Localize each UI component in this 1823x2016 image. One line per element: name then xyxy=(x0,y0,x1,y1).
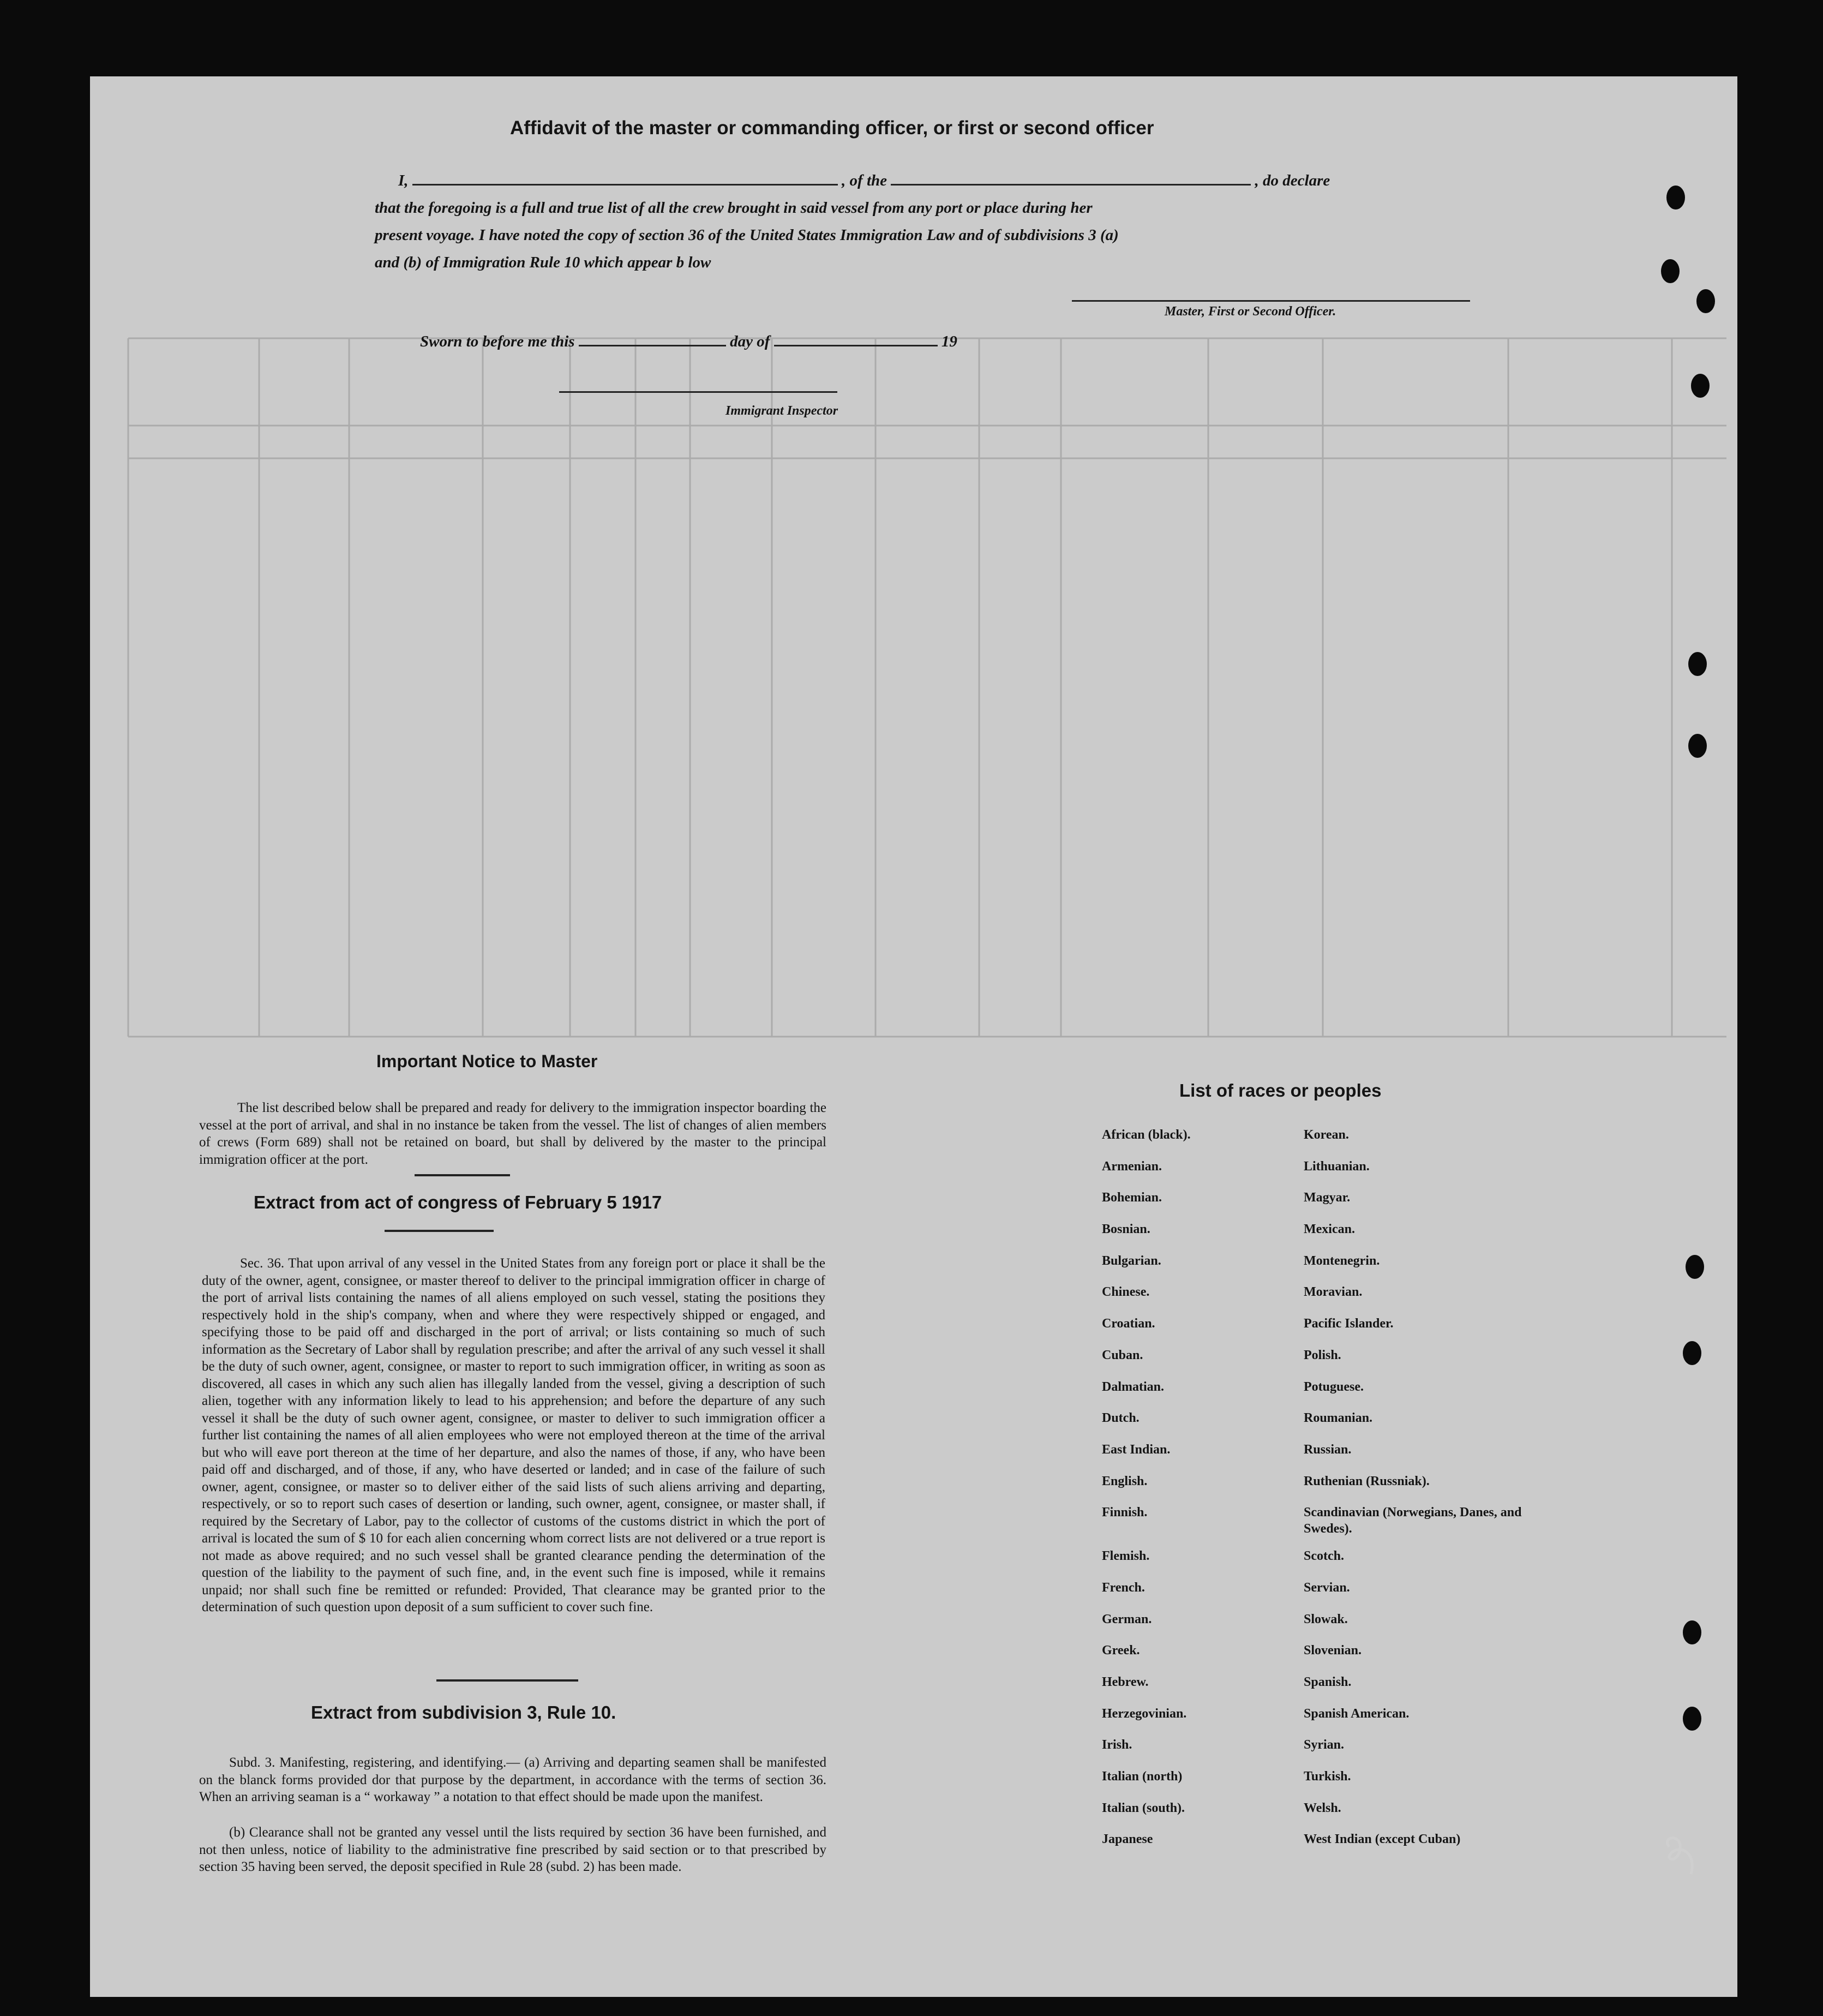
race-item: Servian. xyxy=(1304,1580,1350,1595)
binder-hole xyxy=(1688,734,1707,758)
race-item: Spanish. xyxy=(1304,1675,1352,1689)
extract-rule-title: Extract from subdivision 3, Rule 10. xyxy=(311,1702,616,1722)
race-item: African (black). xyxy=(1102,1128,1191,1142)
race-item: West Indian (except Cuban) xyxy=(1304,1832,1461,1847)
race-item: Roumanian. xyxy=(1304,1411,1373,1426)
race-item: Herzegovinian. xyxy=(1102,1706,1187,1721)
race-item: Slovenian. xyxy=(1304,1643,1362,1658)
race-item: Hebrew. xyxy=(1102,1675,1149,1689)
inspector-caption: Immigrant Inspector xyxy=(725,404,838,418)
race-item: Ruthenian (Russniak). xyxy=(1304,1474,1430,1488)
binder-hole xyxy=(1686,1255,1704,1279)
races-left-column xyxy=(1102,1127,1287,1863)
races-right-column xyxy=(1304,1127,1533,1863)
extract-rule-para-a: Subd. 3. Manifesting, registering, and identifying.— (a) Arriving and departing seamen shall be manifested on the blanck forms provided dor that purpose by the department, in accordance with the terms of section 36. When an arriving seaman is a “ workaway ” a notation to that effect should be made upon the manifest. xyxy=(199,1755,826,1804)
binder-hole xyxy=(1691,374,1710,398)
race-item: Pacific Islander. xyxy=(1304,1317,1394,1331)
race-item: English. xyxy=(1102,1474,1148,1488)
vessel-name-blank xyxy=(891,184,1251,186)
binder-hole xyxy=(1666,186,1685,210)
extract-rule-para-b: (b) Clearance shall not be granted any vessel until the lists required by section 36 have been furnished, and not then unless, notice of liability to the administrative fine prescribed by said section or to that prescribed by section 35 having been served, the deposit specified in Rule 28 (subd. 2) has been made. xyxy=(199,1825,826,1874)
race-item: Irish. xyxy=(1102,1738,1132,1752)
race-item: Russian. xyxy=(1304,1442,1352,1457)
affidavit-of-the-label: , of the xyxy=(842,172,887,189)
race-item: Chinese. xyxy=(1102,1285,1150,1300)
race-item: Magyar. xyxy=(1304,1191,1351,1205)
document-page xyxy=(90,76,1737,1997)
race-item: Montenegrin. xyxy=(1304,1253,1380,1268)
race-item: Bohemian. xyxy=(1102,1191,1162,1205)
race-item: Scandinavian (Norwegians, Danes, and Swedes). xyxy=(1304,1505,1522,1536)
race-item: Armenian. xyxy=(1102,1159,1162,1174)
race-item: Scotch. xyxy=(1304,1549,1344,1564)
race-item: Spanish American. xyxy=(1304,1706,1410,1721)
affidavit-line-2: that the foregoing is a full and true list of all the crew brought in said vessel from any port or place during her xyxy=(375,199,1093,217)
divider-2 xyxy=(385,1230,494,1232)
race-item: Dalmatian. xyxy=(1102,1379,1164,1394)
affidavit-line-3: present voyage. I have noted the copy of section 36 of the United States Immigration Law and of subdivisions 3 (a) xyxy=(375,226,1119,244)
race-item: Cuban. xyxy=(1102,1348,1143,1362)
race-item: Moravian. xyxy=(1304,1285,1363,1300)
divider-1 xyxy=(415,1174,510,1176)
affidavit-line-4: and (b) of Immigration Rule 10 which appear b low xyxy=(375,254,711,271)
sworn-line xyxy=(420,333,957,351)
race-item: Dutch. xyxy=(1102,1411,1140,1426)
race-item: Welsh. xyxy=(1304,1800,1341,1815)
master-signature-line xyxy=(1072,300,1470,302)
race-item: Italian (south). xyxy=(1102,1800,1185,1815)
race-item: Potuguese. xyxy=(1304,1379,1364,1394)
affidavit-i-label: I, xyxy=(398,172,409,189)
race-item: Slowak. xyxy=(1304,1612,1348,1626)
day-of-label: day of xyxy=(730,333,770,350)
race-item: Polish. xyxy=(1304,1348,1341,1362)
race-item: Japanese xyxy=(1102,1832,1153,1847)
affidavit-title: Affidavit of the master or commanding officer, or first or second officer xyxy=(510,117,1154,139)
race-item: German. xyxy=(1102,1612,1152,1626)
notice-text: The list described below shall be prepared and ready for delivery to the immigration inspector boarding the vessel at the port of arrival, and shal in no instance be taken from the vessel. The list of changes of alien members of crews (Form 689) shall not be retained on board, but shall by delivered by the master to the principal immigration officer at the port. xyxy=(199,1100,826,1167)
binder-hole xyxy=(1683,1707,1701,1731)
race-item: Italian (north) xyxy=(1102,1769,1183,1784)
race-item: French. xyxy=(1102,1580,1145,1595)
race-item: Turkish. xyxy=(1304,1769,1351,1784)
race-item: Bulgarian. xyxy=(1102,1253,1161,1268)
races-title: List of races or peoples xyxy=(1179,1080,1382,1100)
officer-name-blank xyxy=(412,184,838,186)
inspector-signature-line xyxy=(559,391,837,393)
year-prefix: 19 xyxy=(941,333,957,350)
sworn-day-blank xyxy=(579,345,726,346)
race-item: Lithuanian. xyxy=(1304,1159,1370,1174)
extract-act-title: Extract from act of congress of February 5 1917 xyxy=(254,1192,662,1212)
race-item: Syrian. xyxy=(1304,1738,1345,1752)
race-item: Korean. xyxy=(1304,1128,1349,1142)
handwritten-mark xyxy=(1658,1830,1707,1885)
race-item: East Indian. xyxy=(1102,1442,1171,1457)
race-item: Finnish. xyxy=(1102,1505,1148,1520)
binder-hole xyxy=(1683,1341,1701,1365)
divider-3 xyxy=(436,1679,578,1682)
notice-title: Important Notice to Master xyxy=(376,1051,598,1071)
binder-hole xyxy=(1688,652,1707,676)
affidavit-do-declare: , do declare xyxy=(1255,172,1330,189)
sworn-month-blank xyxy=(774,345,938,346)
signature-caption: Master, First or Second Officer. xyxy=(1165,304,1336,319)
race-item: Mexican. xyxy=(1304,1222,1355,1237)
extract-act-text: Sec. 36. That upon arrival of any vessel in the United States from any foreign port or place it shall be the duty of the owner, agent, consignee, or master thereof to deliver to the principal immigration officer in charge of the port of arrival lists containing the names of all aliens employed on such vessel, stating the positions they respectively hold in the ship's company, when and where they were respectively shipped or engaged, and specifying those to be paid off and discharged in the port of arrival; or lists containing so much of such information as the Secretary of Labor shall by regulation prescribe; and after the arrival of any such vessel it shall be the duty of such owner, agent, consignee, or master to report to such immigration officer, in writing as soon as discovered, all cases in which any such alien has illegally landed from the vessel, giving a description of such alien, together with any information likely to lead to his apprehension; and before the departure of any such vessel it shall be the duty of such owner agent, consignee, or master to deliver to such immigration officer a further list containing the names of all alien employees who were not employed thereon at the time of the arrival but who will eave port thereon at the time of her departure, and also the names of those, if any, who have been paid off and discharged, and of those, if any, who have deserted or landed; and in case of the failure of such owner, agent, consignee, or master so to deliver either of the said lists of such aliens arriving and departing, respectively, or so to report such cases of desertion or landing, such owner, agent, consignee, or master shall, if required by the Secretary of Labor, pay to the collector of customs of the customs district in which the port of arrival is located the sum of $ 10 for each alien concerning whom correct lists are not delivered or a true report is not made as above required; and no such vessel shall be granted clearance pending the determination of the question of the liability to the payment of such fine, and, in the event such fine is imposed, while it remains unpaid; nor shall such fine be remitted or refunded: Provided, That clearance may be granted prior to the determination of such question upon deposit of a sum sufficient to cover such fine. xyxy=(202,1256,825,1614)
race-item: Greek. xyxy=(1102,1643,1140,1658)
binder-hole xyxy=(1683,1620,1701,1644)
race-item: Flemish. xyxy=(1102,1549,1150,1564)
sworn-label: Sworn to before me this xyxy=(420,333,575,350)
binder-hole xyxy=(1661,259,1680,283)
race-item: Bosnian. xyxy=(1102,1222,1150,1237)
race-item: Croatian. xyxy=(1102,1317,1155,1331)
binder-hole xyxy=(1696,289,1715,313)
affidavit-line-1 xyxy=(398,172,1563,190)
